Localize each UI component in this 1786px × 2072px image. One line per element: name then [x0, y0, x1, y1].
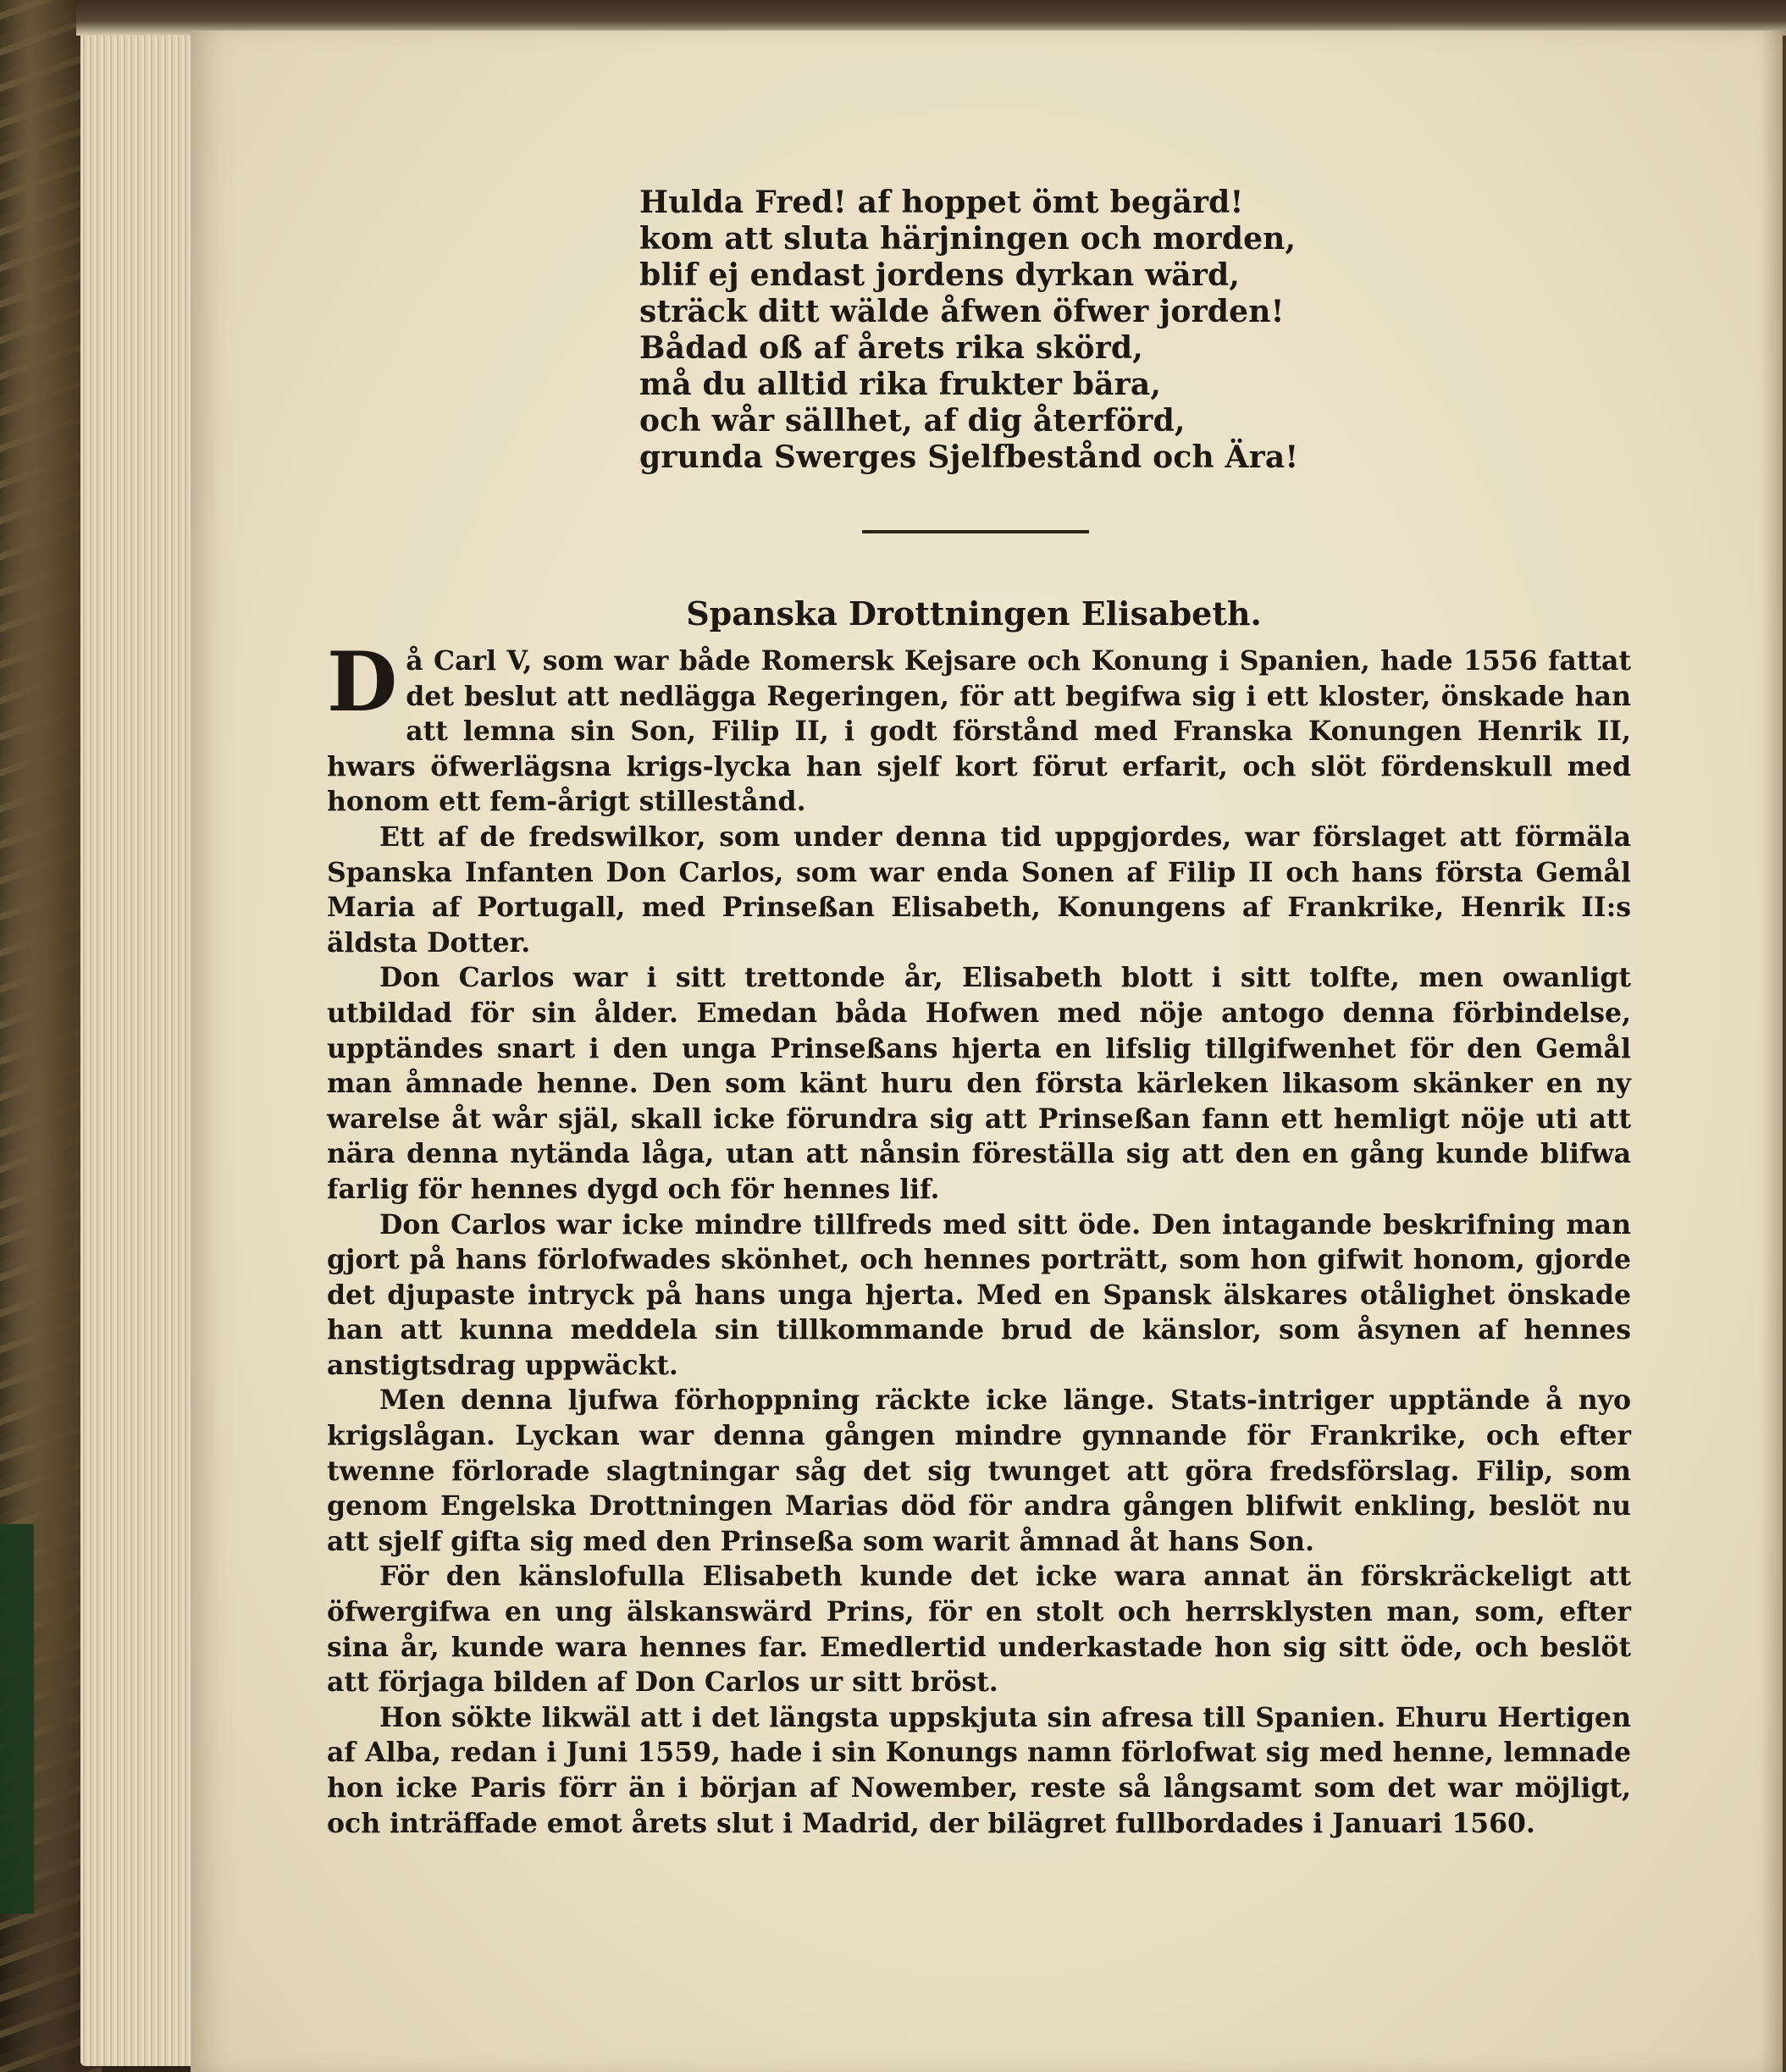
page-block-edge [80, 17, 207, 2066]
poem-line: och wår sällhet, af dig återförd, [639, 403, 1186, 439]
poem-line: Bådad oß af årets rika skörd, [639, 330, 1143, 366]
paragraph: Hon sökte likwäl att i det längsta uppskjuta sin afresa till Spanien. Ehuru Hertigen af Alba, redan i Juni 1559, hade i sin Konungs namn förlofwat sig med henne, lemnade hon icke Paris förr än i början af Nowember, reste så långsamt som det war möjligt, och inträffade emot årets slut i Madrid, der bilägret fullbordades i Januari 1560. [327, 1701, 1631, 1839]
poem-line: sträck ditt wälde åfwen öfwer jorden! [639, 294, 1285, 329]
paragraph-text: å Carl V, som war både Romersk Kejsare och Konung i Spanien, hade 1556 fattat det beslut att nedlägga Regeringen, för att begifwa sig i ett kloster, önskade han att lemna sin Son, Filip II, i godt förstånd med Franska Konungen Henrik II, hwars öfwerlägsna krigs-lycka han sjelf kort förut erfarit, och slöt fördenskull med honom ett fem-årigt stillestånd. [327, 645, 1631, 818]
poem-line: må du alltid rika frukter bära, [639, 367, 1162, 402]
paragraph: Don Carlos war icke mindre tillfreds med sitt öde. Den intagande beskrifning man gjort på hans förlofwades skönhet, och hennes porträtt, som hon gifwit honom, gjorde det djupaste intryck på hans unga hjerta. Med en Spansk älskares otålighet önskade han att kunna meddela sin tillkommande brud de känslor, som åsynen af hennes anstigtsdrag uppwäckt. [327, 1208, 1631, 1381]
drop-cap: D [327, 634, 398, 730]
cover-spine-patch [0, 1524, 34, 1914]
page-right-shadow [1761, 30, 1786, 2072]
article-title: Spanska Drottningen Elisabeth. [686, 594, 1262, 633]
poem-stanza [639, 185, 1402, 476]
paragraph: För den känslofulla Elisabeth kunde det icke wara annat än förskräckeligt att öfwergifwa en ung älskanswärd Prins, för en stolt och herrsklysten man, som, efter sina år, kunde wara hennes far. Emedlertid underkastade hon sig sitt öde, och beslöt att förjaga bilden af Don Carlos ur sitt bröst. [327, 1561, 1631, 1699]
paragraph: Ett af de fredswilkor, som under denna tid uppgjordes, war förslaget att förmäla Spanska Infanten Don Carlos, som war enda Sonen af Filip II och hans första Gemål Maria af Portugall, med Prinseßan Elisabeth, Konungens af Frankrike, Henrik II:s äldsta Dotter. [327, 821, 1631, 959]
paragraph [327, 634, 1631, 820]
article-body [327, 634, 1631, 1841]
paragraph: Men denna ljufwa förhoppning räckte icke länge. Stats-intriger upptände å nyo krigslågan. Lyckan war denna gången mindre gynnande för Frankrike, och efter twenne förlorade slagtningar såg det sig twunget att göra fredsförslag. Filip, som genom Engelska Drottningen Marias död för andra gången blifwit enkling, beslöt nu att sjelf gifta sig med den Prinseßa som warit åmnad åt hans Son. [327, 1384, 1631, 1557]
poem-line: grunda Swerges Sjelfbestånd och Ära! [639, 439, 1299, 475]
poem-line: kom att sluta härjningen och morden, [639, 221, 1297, 257]
paragraph: Don Carlos war i sitt trettonde år, Elisabeth blott i sitt tolfte, men owanligt utbildad för sin ålder. Emedan båda Hofwen med nöje antogo denna förbindelse, upptändes snart i den unga Prinseßans hjerta en lifslig tillgifwenhet för den Gemål man åmnade henne. Den som känt huru den första kärleken likasom skänker en ny warelse åt wår själ, skall icke förundra sig att Prinseßan fann ett hemligt nöje uti att nära denna nytända låga, utan att nånsin föreställa sig att den en gång kunde blifwa farlig för hennes dygd och för hennes lif. [327, 962, 1631, 1205]
section-divider [862, 530, 1089, 533]
poem-line: Hulda Fred! af hoppet ömt begärd! [639, 185, 1244, 220]
poem-line: blif ej endast jordens dyrkan wärd, [639, 257, 1241, 293]
